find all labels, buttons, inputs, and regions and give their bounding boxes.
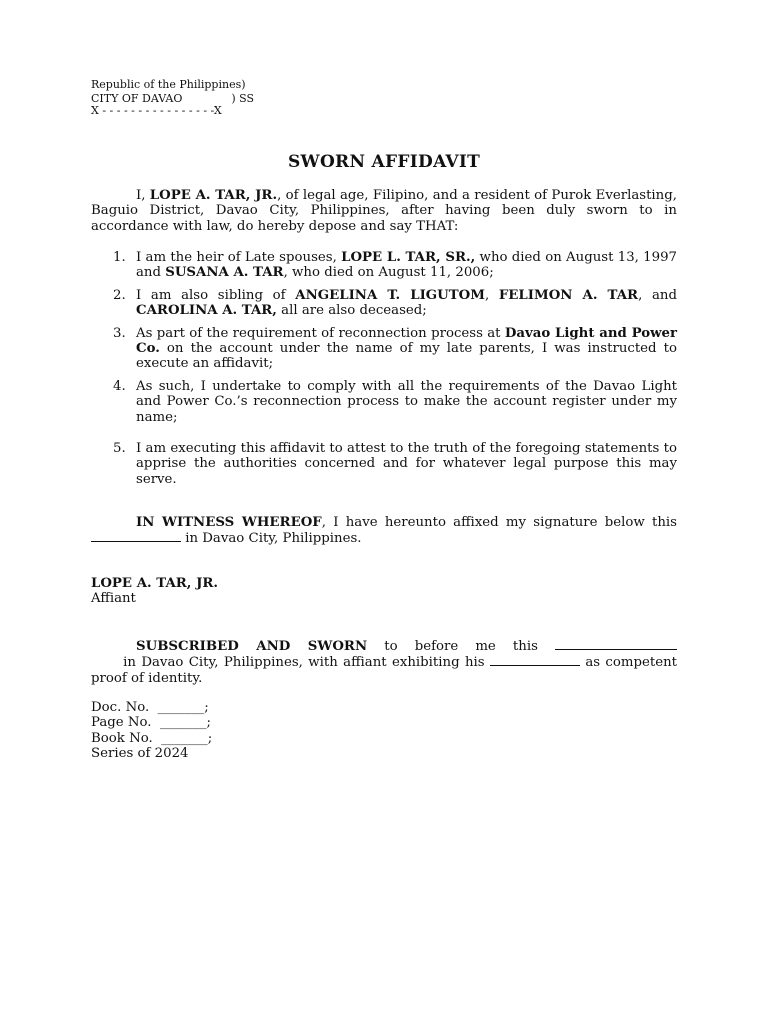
witness-text-1: , I have hereunto affixed my signature below this [321, 515, 677, 530]
id-blank[interactable] [490, 654, 580, 666]
item-text: I am executing this affidavit to attest to the truth of the foregoing statements to apprise the authorities concerned and for whatever legal purpose this may serve. [136, 441, 677, 487]
affiant-name: LOPE A. TAR, JR. [91, 576, 219, 591]
venue-republic: Republic of the Philippines) [91, 78, 246, 91]
venue-divider: X - - - - - - - - - - - - - - - -X [91, 104, 222, 117]
intro-text-2: , of legal age, Filipino, and a resident of Purok Everlasting, Baguio District, Davao City, Philippines, after having been duly sworn to in accordance with law, do hereby depose and say THAT: [91, 188, 677, 234]
item-bold: Davao Light and Power Co. [136, 325, 677, 357]
list-item [91, 250, 677, 281]
item-bold: CAROLINA A. TAR, [136, 303, 277, 319]
document-title: SWORN AFFIDAVIT [287, 152, 481, 172]
intro-paragraph [91, 188, 677, 234]
jurat-text-3: as competent proof of identity. [91, 655, 677, 686]
item-text: , who died on August 11, 2006; [283, 265, 494, 281]
date-blank[interactable] [91, 530, 181, 542]
jurat-date-blank[interactable] [555, 638, 677, 650]
list-item [91, 288, 677, 319]
item-text: , [484, 287, 499, 303]
venue-city: CITY OF DAVAO ) SS [91, 92, 254, 105]
item-text: all are also deceased; [276, 303, 427, 319]
item-text: As part of the requirement of reconnection process at [136, 325, 505, 341]
affiant-signature-block [91, 576, 677, 607]
item-text: I am also sibling of [136, 287, 296, 303]
witness-heading: IN WITNESS WHEREOF [136, 515, 322, 530]
item-bold: ANGELINA T. LIGUTOM [295, 287, 485, 303]
statement-list [91, 250, 677, 494]
doc-no: Doc. No. _______; [91, 700, 209, 715]
jurat-text-1: to before me this [367, 639, 555, 654]
list-item [91, 326, 677, 372]
intro-text-1: I, [136, 188, 150, 203]
item-number: 5. [113, 441, 126, 457]
jurat-heading: SUBSCRIBED AND SWORN [136, 639, 368, 654]
item-text: I am the heir of Late spouses, [136, 250, 342, 265]
series: Series of 2024 [91, 746, 189, 762]
item-bold: LOPE L. TAR, SR., [341, 250, 476, 265]
affiant-label: Affiant [91, 591, 136, 607]
list-item [91, 441, 677, 487]
item-number: 4. [113, 378, 126, 394]
affiant-name-intro: LOPE A. TAR, JR. [149, 188, 278, 203]
item-text: , and [638, 287, 677, 303]
notarial-register [91, 700, 212, 762]
page-no: Page No. _______; [91, 715, 211, 731]
jurat-paragraph [91, 638, 677, 686]
item-text: As such, I undertake to comply with all the requirements of the Davao Light and Power Co.’s reconnection process to make the account register under my name; [136, 378, 677, 425]
item-bold: FELIMON A. TAR [498, 287, 639, 303]
item-number: 2. [113, 287, 126, 303]
item-bold: SUSANA A. TAR [165, 265, 284, 281]
item-text: on the account under the name of my late parents, I was instructed to execute an affidavit; [136, 341, 677, 372]
list-item [91, 379, 677, 425]
item-text: who died on August 13, 1997 and [136, 250, 678, 281]
jurat-text-2: in Davao City, Philippines, with affiant exhibiting his [91, 655, 490, 671]
item-number: 1. [113, 250, 126, 265]
witness-text-2: in Davao City, Philippines. [181, 531, 362, 547]
item-number: 3. [113, 325, 126, 341]
witness-paragraph [91, 515, 677, 547]
book-no: Book No. _______; [91, 730, 213, 746]
